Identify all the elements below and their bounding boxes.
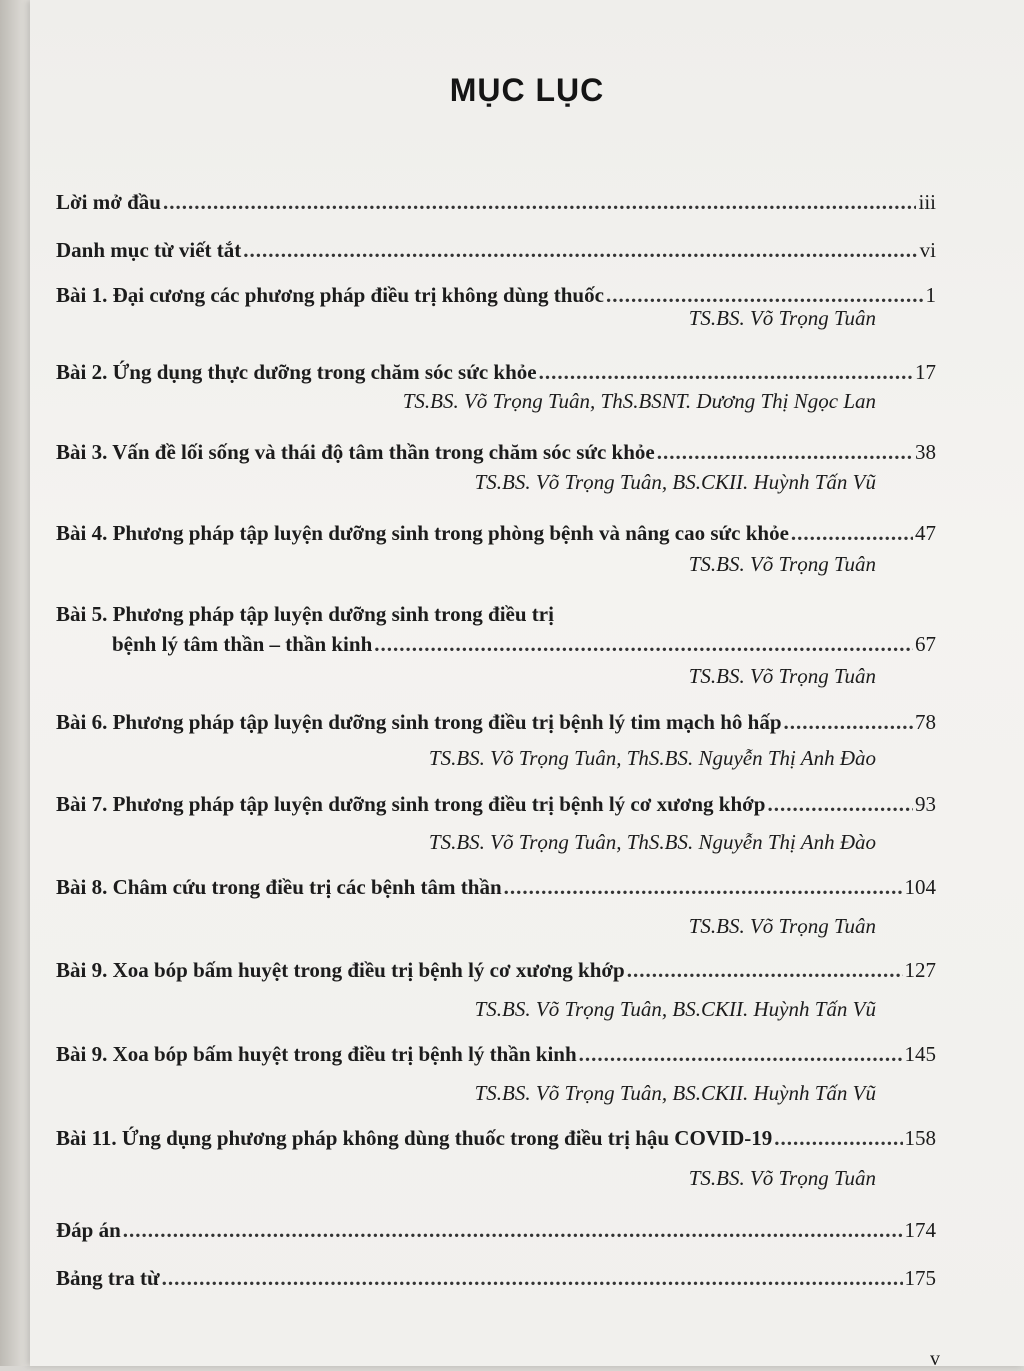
toc-entry-label: Bài 5. Phương pháp tập luyện dưỡng sinh trong điều trị <box>56 602 554 626</box>
toc-entry-lesson-7 <box>56 792 936 817</box>
toc-entry-page: 93 <box>915 792 936 816</box>
toc-entry-answers <box>56 1218 936 1243</box>
dot-leader <box>579 1042 903 1067</box>
toc-entry-label: Đáp án <box>56 1218 121 1242</box>
dot-leader <box>163 190 917 215</box>
toc-entry-label: Bài 11. Ứng dụng phương pháp không dùng thuốc trong điều trị hậu COVID-19 <box>56 1126 773 1150</box>
document-page <box>30 0 1024 1370</box>
dot-leader <box>606 283 924 308</box>
toc-entry-page: 175 <box>904 1266 936 1290</box>
dot-leader <box>627 958 903 983</box>
toc-entry-lesson-11 <box>56 1126 936 1151</box>
toc-entry-author: TS.BS. Võ Trọng Tuân <box>688 552 876 576</box>
toc-entry-page: 1 <box>925 283 936 307</box>
toc-entry-author: TS.BS. Võ Trọng Tuân, BS.CKII. Huỳnh Tấn Vũ <box>474 997 876 1021</box>
dot-leader <box>791 521 913 546</box>
toc-entry-lesson-1 <box>56 283 936 308</box>
dot-leader <box>504 875 903 900</box>
toc-entry-label: Bài 4. Phương pháp tập luyện dưỡng sinh trong phòng bệnh và nâng cao sức khỏe <box>56 521 789 545</box>
toc-entry-page: 104 <box>904 875 936 899</box>
toc-entry-lesson-9b <box>56 1042 936 1067</box>
toc-entry-index <box>56 1266 936 1291</box>
toc-entry-author: TS.BS. Võ Trọng Tuân, BS.CKII. Huỳnh Tấn Vũ <box>474 1081 876 1105</box>
toc-entry-lesson-2 <box>56 360 936 385</box>
toc-entry-label: Lời mở đầu <box>56 190 161 214</box>
toc-entry-label: Bảng tra từ <box>56 1266 160 1290</box>
toc-entry-page: 127 <box>904 958 936 982</box>
toc-entry-page: 17 <box>915 360 936 384</box>
page-number: v <box>930 1348 940 1370</box>
toc-entry-page: iii <box>918 190 936 214</box>
toc-entry-page: 67 <box>915 632 936 656</box>
toc-entry-author: TS.BS. Võ Trọng Tuân <box>688 664 876 688</box>
toc-entry-intro <box>56 190 936 215</box>
dot-leader <box>539 360 913 385</box>
dot-leader <box>774 1126 902 1151</box>
toc-entry-page: 38 <box>915 440 936 464</box>
dot-leader <box>123 1218 903 1243</box>
toc-entry-author: TS.BS. Võ Trọng Tuân, ThS.BSNT. Dương Thị Ngọc Lan <box>402 389 876 413</box>
toc-entry-author: TS.BS. Võ Trọng Tuân, ThS.BS. Nguyễn Thị Anh Đào <box>428 746 876 770</box>
toc-entry-label: Bài 6. Phương pháp tập luyện dưỡng sinh trong điều trị bệnh lý tim mạch hô hấp <box>56 710 782 734</box>
toc-entry-lesson-4 <box>56 521 936 546</box>
toc-entry-label: Danh mục từ viết tắt <box>56 238 242 262</box>
toc-entry-label: Bài 1. Đại cương các phương pháp điều trị không dùng thuốc <box>56 283 604 307</box>
toc-entry-page: 174 <box>904 1218 936 1242</box>
toc-entry-lesson-5-line-1 <box>56 602 936 627</box>
toc-entry-page: 145 <box>904 1042 936 1066</box>
toc-entry-lesson-5 <box>56 632 936 657</box>
toc-entry-author: TS.BS. Võ Trọng Tuân <box>688 1166 876 1190</box>
toc-entry-label-continued: bệnh lý tâm thần – thần kinh <box>112 632 373 656</box>
page-title: MỤC LỤC <box>449 72 605 108</box>
toc-entry-lesson-9a <box>56 958 936 983</box>
toc-entry-page: 158 <box>904 1126 936 1150</box>
toc-entry-abbreviations <box>56 238 936 263</box>
toc-entry-label: Bài 2. Ứng dụng thực dưỡng trong chăm sóc sức khỏe <box>56 360 537 384</box>
toc-entry-author: TS.BS. Võ Trọng Tuân <box>688 914 876 938</box>
toc-entry-author: TS.BS. Võ Trọng Tuân, ThS.BS. Nguyễn Thị Anh Đào <box>428 830 876 854</box>
toc-entry-lesson-6 <box>56 710 936 735</box>
dot-leader <box>243 238 917 263</box>
toc-entry-lesson-3 <box>56 440 936 465</box>
toc-entry-label: Bài 3. Vấn đề lối sống và thái độ tâm thần trong chăm sóc sức khỏe <box>56 440 655 464</box>
toc-entry-label: Bài 9. Xoa bóp bấm huyệt trong điều trị bệnh lý cơ xương khớp <box>56 958 625 982</box>
toc-entry-page: 78 <box>915 710 936 734</box>
dot-leader <box>657 440 913 465</box>
dot-leader <box>374 632 913 657</box>
toc-entry-page: 47 <box>915 521 936 545</box>
dot-leader <box>767 792 913 817</box>
toc-entry-label: Bài 9. Xoa bóp bấm huyệt trong điều trị bệnh lý thần kinh <box>56 1042 577 1066</box>
toc-entry-label: Bài 7. Phương pháp tập luyện dưỡng sinh trong điều trị bệnh lý cơ xương khớp <box>56 792 766 816</box>
toc-entry-label: Bài 8. Châm cứu trong điều trị các bệnh tâm thần <box>56 875 502 899</box>
dot-leader <box>784 710 913 735</box>
toc-entry-page: vi <box>919 238 936 262</box>
toc-entry-author: TS.BS. Võ Trọng Tuân <box>688 306 876 330</box>
dot-leader <box>162 1266 903 1291</box>
toc-entry-author: TS.BS. Võ Trọng Tuân, BS.CKII. Huỳnh Tấn Vũ <box>474 470 876 494</box>
toc-entry-lesson-8 <box>56 875 936 900</box>
